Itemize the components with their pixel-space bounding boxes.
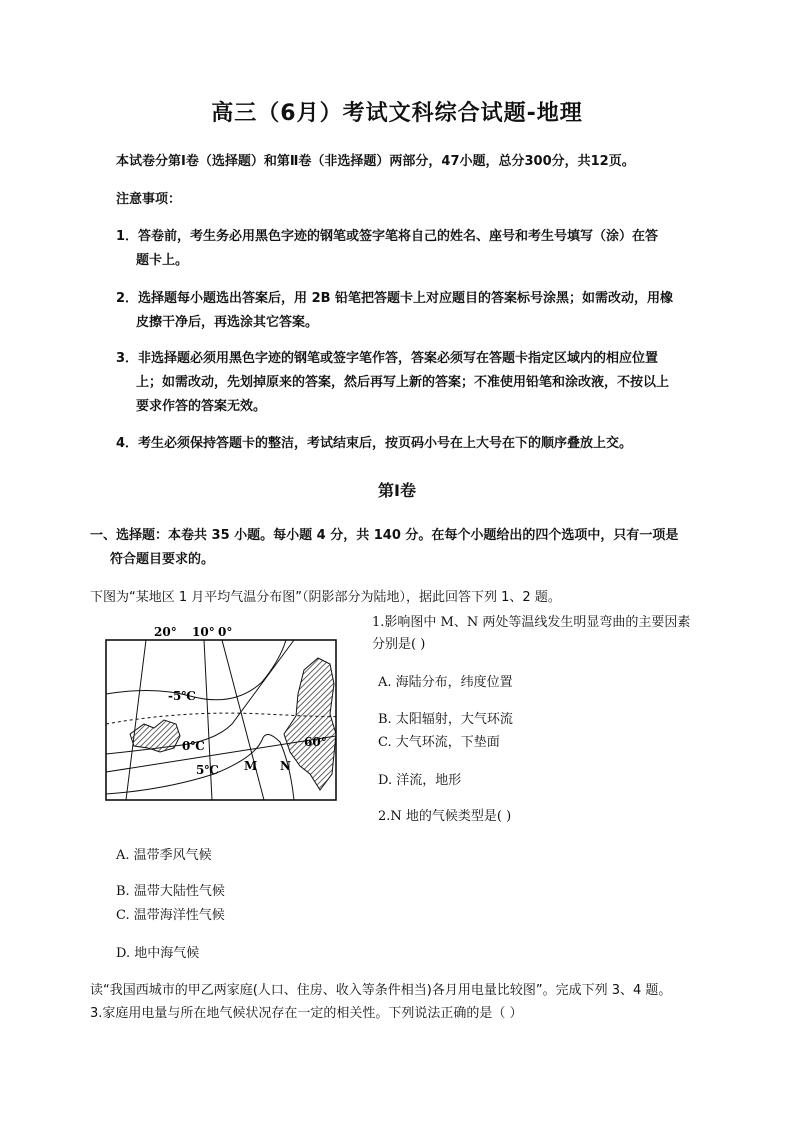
- notice-item-2-line-2: 皮擦干净后，再选涂其它答案。: [136, 315, 319, 330]
- label-lat-60: 60°: [304, 735, 327, 749]
- label-lon-20: 20°: [154, 625, 177, 639]
- section-instruction-line-1: 一、选择题：本卷共 35 小题。每小题 4 分，共 140 分。在每个小题给出的四个选项中，只有一项是: [90, 528, 679, 543]
- question-1-line-2: 分别是( ): [372, 637, 426, 652]
- label-iso-0: 0℃: [182, 739, 205, 753]
- question-1-option-a: A. 海陆分布，纬度位置: [378, 675, 513, 690]
- notice-item-1-line-1: 1．答卷前，考生务必用黑色字迹的钢笔或签字笔将自己的姓名、座号和考生号填写（涂）在答: [116, 229, 659, 244]
- page-title: 高三（6月）考试文科综合试题-地理: [211, 101, 583, 126]
- notice-item-1-line-2: 题卡上。: [136, 253, 189, 268]
- notice-item-3-line-1: 3．非选择题必须用黑色字迹的钢笔或签字笔作答，答案必须写在答题卡指定区域内的相应位置: [116, 351, 659, 366]
- notice-heading: 注意事项：: [116, 192, 182, 207]
- notice-item-3-line-2: 上；如需改动，先划掉原来的答案，然后再写上新的答案；不准使用铅笔和涂改液，不按以上: [136, 375, 670, 390]
- question-2-option-d: D. 地中海气候: [116, 946, 200, 961]
- label-point-n: N: [280, 759, 291, 773]
- question-2-option-c: C. 温带海洋性气候: [116, 908, 225, 923]
- question-1-line-1: 1.影响图中 M、N 两处等温线发生明显弯曲的主要因素: [372, 615, 691, 630]
- temperature-map: [104, 624, 338, 804]
- question-2-option-a: A. 温带季风气候: [116, 848, 212, 863]
- question-1-option-b: B. 太阳辐射，大气环流: [378, 712, 513, 727]
- question-3-4-stem: 读“我国西城市的甲乙两家庭(人口、住房、收入等条件相当)各月用电量比较图”。完成下列 3、4 题。: [90, 983, 672, 998]
- question-1-option-c: C. 大气环流，下垫面: [378, 735, 500, 750]
- section-title: 第Ⅰ卷: [378, 481, 416, 500]
- section-instruction-line-2: 符合题目要求的。: [110, 552, 215, 567]
- exam-intro: 本试卷分第Ⅰ卷（选择题）和第Ⅱ卷（非选择题）两部分，47小题，总分300分，共12页。: [116, 154, 635, 169]
- question-3-stem: 3.家庭用电量与所在地气候状况存在一定的相关性。下列说法正确的是（ ）: [90, 1006, 523, 1021]
- label-iso-5: 5℃: [196, 763, 219, 777]
- question-1-option-d: D. 洋流，地形: [378, 773, 462, 788]
- notice-item-4-line-1: 4．考生必须保持答题卡的整洁，考试结束后，按页码小号在上大号在下的顺序叠放上交。: [116, 436, 633, 451]
- label-point-m: M: [244, 759, 258, 773]
- label-lon-0: 0°: [218, 625, 233, 639]
- label-lon-10: 10°: [192, 625, 215, 639]
- question-2-option-b: B. 温带大陆性气候: [116, 884, 225, 899]
- label-iso-neg5: -5℃: [168, 689, 196, 703]
- question-1-2-stem: 下图为“某地区 1 月平均气温分布图”（阴影部分为陆地），据此回答下列 1、2 题。: [90, 590, 561, 605]
- notice-item-3-line-3: 要求作答的答案无效。: [136, 399, 267, 414]
- question-2-stem: 2.N 地的气候类型是( ): [378, 809, 512, 824]
- notice-item-2-line-1: 2．选择题每小题选出答案后，用 2B 铅笔把答题卡上对应题目的答案标号涂黑；如需改动，用橡: [116, 291, 674, 306]
